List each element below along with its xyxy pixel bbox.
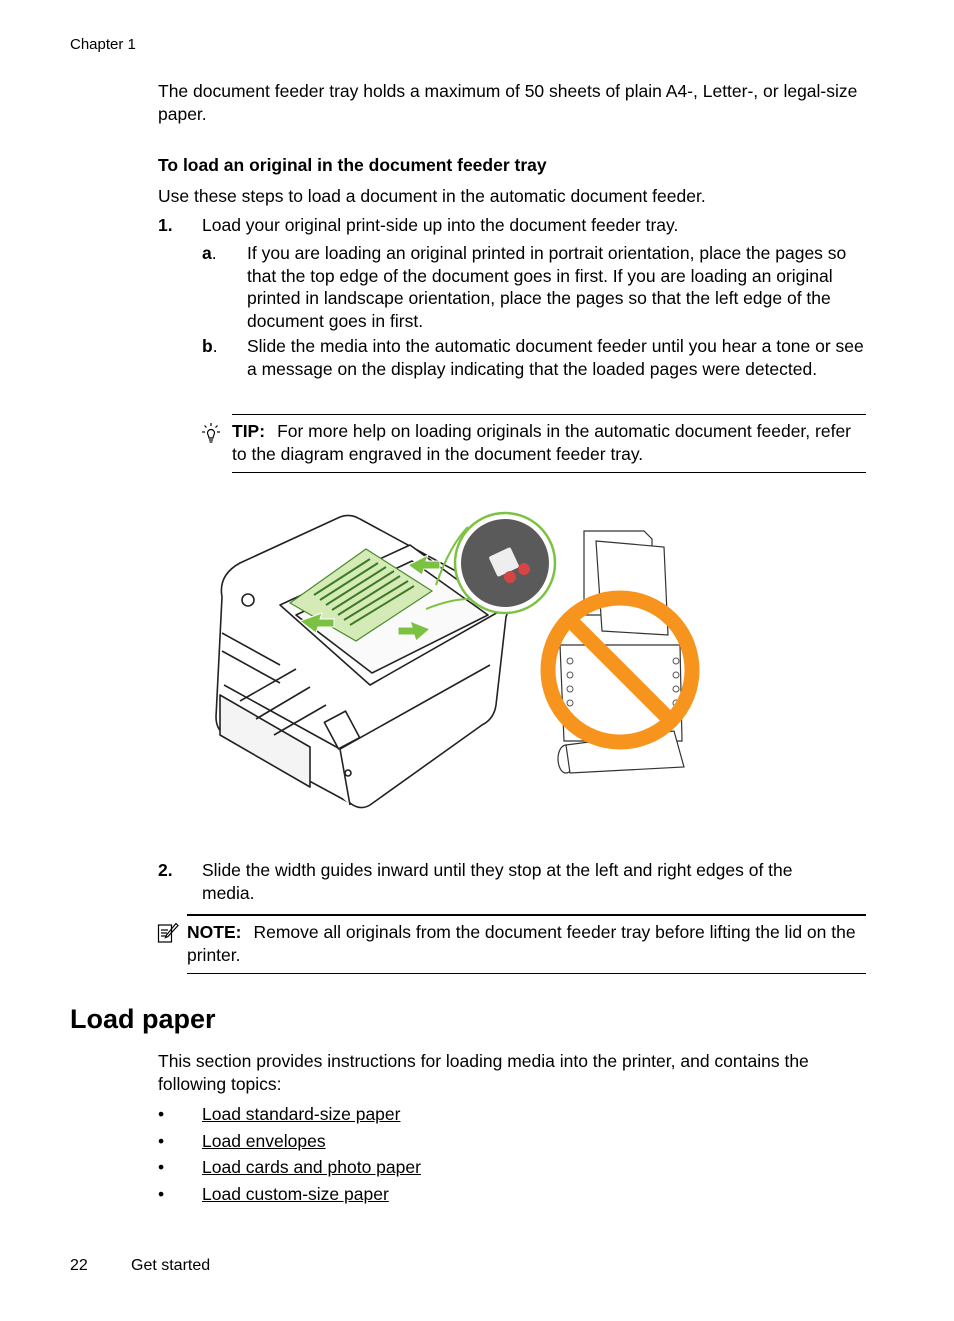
note-bottom-rule bbox=[187, 973, 866, 974]
intro-paragraph: The document feeder tray holds a maximum of 50 sheets of plain A4-, Letter-, or legal-size paper. bbox=[158, 81, 858, 124]
section-intro: This section provides instructions for loading media into the printer, and contains the following topics: bbox=[158, 1051, 809, 1094]
tip-label: TIP: bbox=[232, 421, 266, 441]
note-top-rule bbox=[187, 914, 866, 916]
procedure-heading: To load an original in the document feeder tray bbox=[158, 155, 547, 175]
step-1-number: 1. bbox=[158, 215, 173, 235]
substep-b-letter: b. bbox=[202, 336, 218, 356]
substep-b-text: Slide the media into the automatic document feeder until you hear a tone or see a message on the display indicating that the loaded pages were detected. bbox=[247, 336, 864, 379]
link-load-envelopes[interactable]: Load envelopes bbox=[202, 1130, 326, 1151]
link-load-cards-and-photo-paper[interactable]: Load cards and photo paper bbox=[202, 1157, 421, 1177]
step-2-text: Slide the width guides inward until they stop at the left and right edges of the media. bbox=[202, 860, 793, 903]
bullet: • bbox=[158, 1183, 165, 1204]
chapter-header: Chapter 1 bbox=[70, 36, 136, 53]
lightbulb-icon bbox=[200, 422, 222, 446]
note-text: NOTE: Remove all originals from the document feeder tray before lifting the lid on the printer. bbox=[187, 922, 856, 965]
note-pencil-icon bbox=[157, 922, 179, 944]
tip-bottom-rule bbox=[232, 472, 866, 473]
section-heading: Load paper bbox=[70, 1004, 216, 1034]
tip-top-rule bbox=[232, 414, 866, 415]
bullet: • bbox=[158, 1104, 165, 1124]
note-label: NOTE: bbox=[187, 922, 242, 942]
step-1-text: Load your original print-side up into the document feeder tray. bbox=[202, 215, 679, 235]
procedure-intro: Use these steps to load a document in the automatic document feeder. bbox=[158, 186, 706, 206]
adf-loading-illustration bbox=[200, 505, 720, 823]
page-number: 22 bbox=[70, 1257, 88, 1274]
bullet: • bbox=[158, 1157, 165, 1177]
tip-text: TIP: For more help on loading originals in the automatic document feeder, refer to the diagram engraved in the document feeder tray. bbox=[232, 421, 851, 464]
substep-a-letter: a. bbox=[202, 243, 217, 263]
bullet: • bbox=[158, 1130, 165, 1151]
link-load-custom-size-paper[interactable]: Load custom-size paper bbox=[202, 1183, 389, 1204]
substep-a-text: If you are loading an original printed in portrait orientation, place the pages so that the top edge of the document goes in first. If you are loading an original printed in landscape orientation, place the pages so that the left edge of the document goes in first. bbox=[247, 243, 847, 331]
footer-title: Get started bbox=[131, 1257, 211, 1274]
step-2-number: 2. bbox=[158, 860, 173, 880]
link-load-standard-size-paper[interactable]: Load standard-size paper bbox=[202, 1104, 401, 1124]
